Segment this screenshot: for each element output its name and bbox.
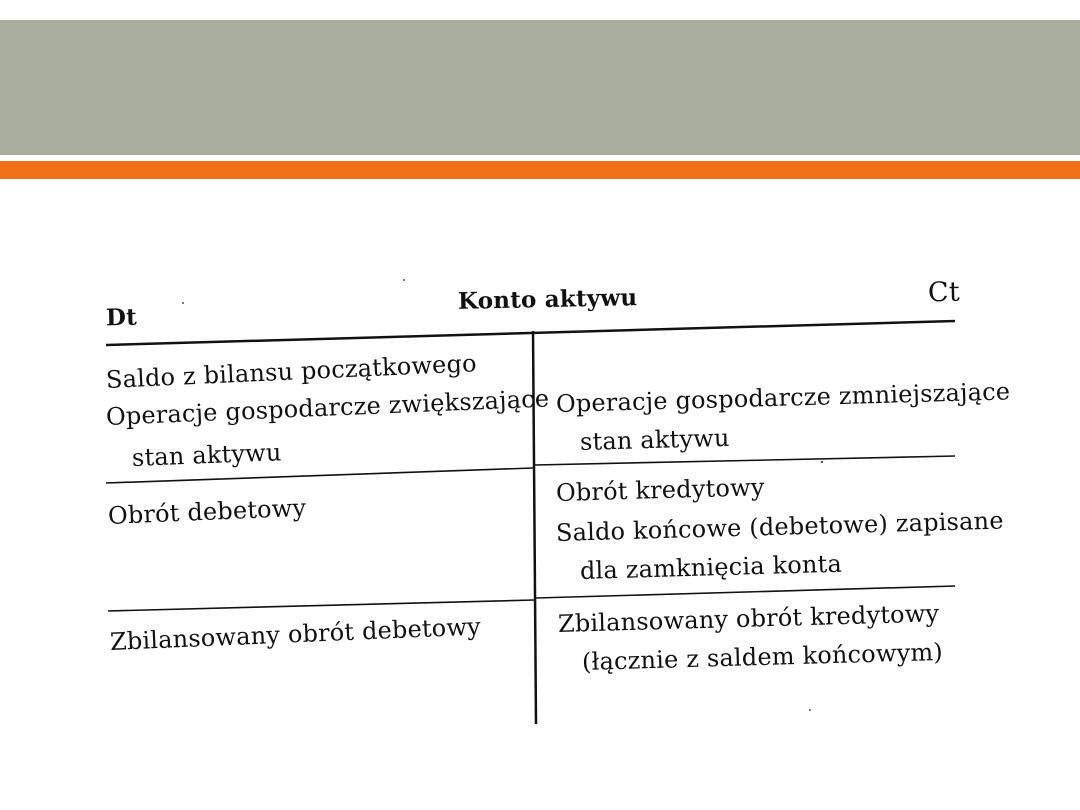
- debit-label: Dt: [105, 303, 138, 332]
- credit-turnover: Obrót kredytowy: [555, 473, 765, 507]
- account-title: Konto aktywu: [457, 284, 638, 315]
- right-rule-balanced: [536, 586, 955, 598]
- credit-decrease-line1: Operacje gospodarcze zmniejszające: [555, 377, 1011, 418]
- credit-balanced-line2: (łącznie z saldem końcowym): [581, 637, 944, 676]
- debit-opening-balance: Saldo z bilansu początkowego: [105, 349, 478, 394]
- speck: [403, 279, 405, 281]
- credit-balanced-line1: Zbilansowany obrót kredytowy: [557, 599, 940, 638]
- speck: [821, 461, 823, 463]
- speck: [809, 709, 811, 711]
- debit-turnover: Obrót debetowy: [107, 493, 307, 530]
- header-rule: [106, 321, 955, 345]
- debit-balanced-turnover: Zbilansowany obrót debetowy: [109, 612, 482, 656]
- left-rule-balanced: [108, 600, 534, 611]
- credit-decrease-line2: stan aktywu: [579, 423, 730, 456]
- right-rule-turnover: [535, 456, 955, 465]
- speck: [182, 302, 184, 304]
- credit-label: Ct: [927, 276, 961, 309]
- debit-increase-line1: Operacje gospodarcze zwiększające: [105, 384, 550, 431]
- credit-closing-line2: dla zamknięcia konta: [579, 549, 843, 585]
- debit-increase-line2: stan aktywu: [131, 438, 283, 472]
- credit-closing-line1: Saldo końcowe (debetowe) zapisane: [555, 506, 1005, 547]
